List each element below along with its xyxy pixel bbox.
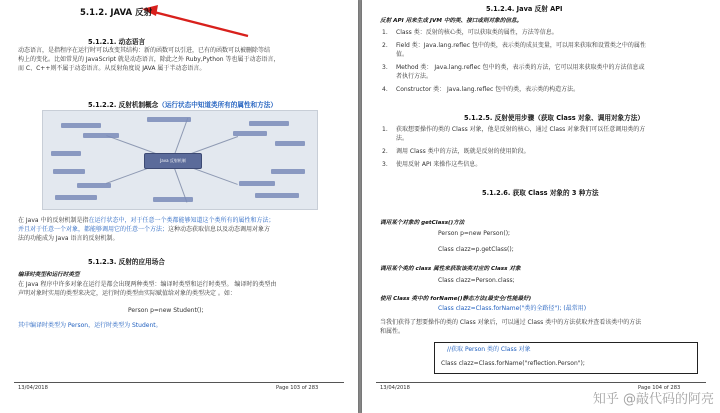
api-item-2: Field 类：Java.lang.reflec 包中的类，表示类的成员变量，可以用来获取和设置类之中的属性 xyxy=(396,42,646,49)
api-item-3: Method 类： Java.lang.reflec 包中的类，表示类的方法，它可以用来获取类中的方法信息或 xyxy=(396,64,645,71)
step-1: 获取想要操作的类的 Class 对象，他是反射的核心，通过 Class 对象我们可以任意调用类的方 xyxy=(396,126,646,133)
method-3-code: Class clazz=Class.forName("类的全路径"); (最常用) xyxy=(438,305,587,312)
api-item-4: Constructor 类： Java.lang.reflec 包中的类，表示类的构造方法。 xyxy=(396,86,580,93)
subheading-compile-runtime: 编译时类型和运行时类型 xyxy=(18,272,80,278)
mindmap-center-node: Java 反射机制 xyxy=(144,153,202,169)
code-box xyxy=(434,342,698,374)
para-dynamic-2: 构上的变化。比如常见的 JavaScript 就是动态语言，除此之外 Ruby,Python 等也属于动态语言， xyxy=(18,56,280,63)
heading-reflection-concept xyxy=(88,99,277,109)
method-3-title: 使用 Class 类中的 forName()静态方法(最安全/性能最好) xyxy=(380,296,532,302)
step-1-cont: 法。 xyxy=(396,135,409,142)
method-1-code-2: Class clazz=p.getClass(); xyxy=(438,246,514,253)
api-item-4-num: 4. xyxy=(382,86,388,93)
method-2-title: 调用某个类的 class 属性来获取该类对应的 Class 对象 xyxy=(380,266,521,272)
heading-reflection-concept-note: （运行状态中知道类所有的属性和方法） xyxy=(158,101,277,109)
watermark: 知乎 @敲代码的阿亮 xyxy=(592,392,714,407)
footer-date: 13/04/2018 xyxy=(18,385,48,391)
footer-date: 13/04/2018 xyxy=(380,385,410,391)
api-item-2-num: 2. xyxy=(382,42,388,49)
step-2-num: 2. xyxy=(382,148,388,155)
footer-page-number: Page 104 of 283 xyxy=(638,385,681,391)
step-3: 使用反射 API 来操作这些信息。 xyxy=(396,161,482,168)
page-104 xyxy=(362,0,720,413)
api-intro: 反射 API 用来生成 JVM 中的类、接口或则对象的信息。 xyxy=(380,18,523,24)
method-2-code: Class clazz=Person.class; xyxy=(438,277,515,284)
tail-para-1: 当我们获得了想要操作的类的 Class 对象后，可以通过 Class 类中的方法获取并查看该类中的方法 xyxy=(380,319,642,326)
heading-usage: 5.1.2.3. 反射的应用场合 xyxy=(88,258,165,266)
step-3-num: 3. xyxy=(382,161,388,168)
para-reflection-1: 在 Java 中的反射机制是指在运行状态中，对于任意一个类都能够知道这个类所有的属性和方法； xyxy=(18,217,275,224)
tail-para-2: 和属性。 xyxy=(380,328,405,335)
api-item-1-num: 1. xyxy=(382,29,388,36)
api-item-3-cont: 者执行方法。 xyxy=(396,73,433,80)
step-2: 调用 Class 类中的方法，既就是反射的使用阶段。 xyxy=(396,148,530,155)
para-dynamic-1: 动态语言，是指程序在运行时可以改变其结构：新的函数可以引进，已有的函数可以被删除等结 xyxy=(18,47,271,54)
section-title: 5.1.2. JAVA 反射 xyxy=(80,8,153,18)
reflection-mindmap-image xyxy=(42,110,318,210)
code-box-code: Class clazz=Class.forName("reflection.Person"); xyxy=(441,360,585,367)
code-person-student: Person p=new Student(); xyxy=(128,307,204,314)
method-1-title: 调用某个对象的 getClass()方法 xyxy=(380,220,465,226)
heading-reflection-api: 5.1.2.4. Java 反射 API xyxy=(486,5,563,13)
heading-get-class: 5.1.2.6. 获取 Class 对象的 3 种方法 xyxy=(482,189,599,197)
heading-dynamic-language: 5.1.2.1. 动态语言 xyxy=(88,38,146,46)
step-1-num: 1. xyxy=(382,126,388,133)
code-box-comment: //获取 Person 类的 Class 对象 xyxy=(447,346,531,353)
footer-divider xyxy=(14,382,344,383)
page-103 xyxy=(0,0,358,413)
para-usage-1: 在 Java 程序中许多对象在运行是都会出现两种类型：编译时类型和运行时类型。 编译时的类型由 xyxy=(18,281,277,288)
para-reflection-2: 并且对于任意一个对象，都能够调用它的任意一个方法；这种动态获取信息以及动态调用对象方 xyxy=(18,226,271,233)
api-item-2-cont: 值。 xyxy=(396,51,409,58)
footer-divider xyxy=(376,382,706,383)
method-1-code-1: Person p=new Person(); xyxy=(438,230,511,237)
heading-steps: 5.1.2.5. 反射使用步骤（获取 Class 对象、调用对象方法） xyxy=(464,114,644,122)
note-compile-runtime: 其中编译时类型为 Person，运行时类型为 Student。 xyxy=(18,322,162,329)
heading-reflection-concept-text: 5.1.2.2. 反射机制概念 xyxy=(88,101,159,109)
para-usage-2: 声明对象时实用的类型来决定，运行时的类型由实际赋值给对象的类型决定 。如： xyxy=(18,290,236,297)
para-reflection-3: 法的功能成为 Java 语言的反射机制。 xyxy=(18,235,119,242)
api-item-3-num: 3. xyxy=(382,64,388,71)
para-dynamic-3: 而 C、C++则不属于动态语言。从反射角度说 JAVA 属于半动态语言。 xyxy=(18,65,206,72)
footer-page-number: Page 103 of 283 xyxy=(276,385,319,391)
api-item-1: Class 类：反射的核心类，可以获取类的属性，方法等信息。 xyxy=(396,29,558,36)
